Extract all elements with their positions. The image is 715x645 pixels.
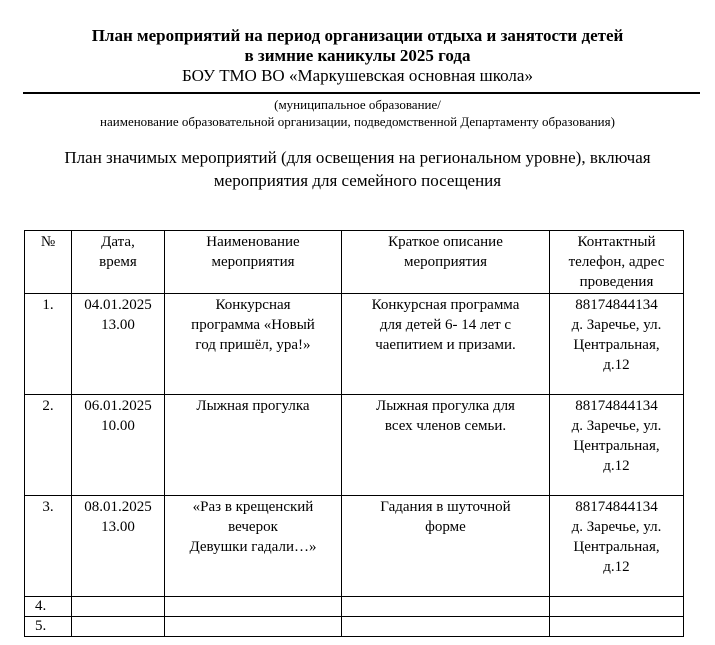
table-row bbox=[25, 597, 684, 617]
organization-name: БОУ ТМО ВО «Маркушевская основная школа» bbox=[182, 66, 533, 85]
subtitle bbox=[0, 146, 715, 192]
column-header-name: Наименование мероприятия bbox=[165, 231, 342, 294]
date-time-cell: 08.01.2025 13.00 bbox=[72, 496, 165, 597]
event-description-cell bbox=[342, 617, 550, 637]
event-description-cell bbox=[342, 597, 550, 617]
contact-cell bbox=[550, 617, 684, 637]
event-description-cell: Лыжная прогулка для всех членов семьи. bbox=[342, 395, 550, 496]
document-header bbox=[0, 26, 715, 86]
title-line-1: План мероприятий на период организации отдыха и занятости детей bbox=[91, 26, 624, 45]
caption bbox=[0, 96, 715, 130]
row-number: 4. bbox=[25, 597, 72, 617]
column-header-date: Дата, время bbox=[72, 231, 165, 294]
table-row bbox=[25, 496, 684, 597]
row-number: 2. bbox=[25, 395, 72, 496]
date-time-cell: 04.01.2025 13.00 bbox=[72, 294, 165, 395]
column-header-description: Краткое описание мероприятия bbox=[342, 231, 550, 294]
event-name-cell bbox=[165, 597, 342, 617]
date-time-cell bbox=[72, 597, 165, 617]
row-number: 3. bbox=[25, 496, 72, 597]
event-name-cell: Лыжная прогулка bbox=[165, 395, 342, 496]
row-number: 1. bbox=[25, 294, 72, 395]
subtitle-line-1: План значимых мероприятий (для освещения на региональном уровне), включая bbox=[64, 148, 651, 167]
contact-cell: 88174844134 д. Заречье, ул. Центральная, д.12 bbox=[550, 395, 684, 496]
events-table bbox=[24, 230, 684, 637]
date-time-cell bbox=[72, 617, 165, 637]
event-name-cell: «Раз в крещенский вечерок Девушки гадали…» bbox=[165, 496, 342, 597]
subtitle-line-2: мероприятия для семейного посещения bbox=[213, 171, 502, 190]
contact-cell: 88174844134 д. Заречье, ул. Центральная, д.12 bbox=[550, 496, 684, 597]
event-description-cell: Конкурсная программа для детей 6- 14 лет с чаепитием и призами. bbox=[342, 294, 550, 395]
row-number: 5. bbox=[25, 617, 72, 637]
event-name-cell bbox=[165, 617, 342, 637]
table-row bbox=[25, 617, 684, 637]
caption-line-1: (муниципальное образование/ bbox=[274, 97, 441, 112]
table-header-row bbox=[25, 231, 684, 294]
event-name-cell: Конкурсная программа «Новый год пришёл, ура!» bbox=[165, 294, 342, 395]
column-header-contact: Контактный телефон, адрес проведения bbox=[550, 231, 684, 294]
table-row bbox=[25, 294, 684, 395]
contact-cell bbox=[550, 597, 684, 617]
underline-rule bbox=[23, 92, 700, 94]
title-line-2: в зимние каникулы 2025 года bbox=[244, 46, 471, 65]
date-time-cell: 06.01.2025 10.00 bbox=[72, 395, 165, 496]
table-row bbox=[25, 395, 684, 496]
column-header-number: № bbox=[25, 231, 72, 294]
caption-line-2: наименование образовательной организации, подведомственной Департаменту образования) bbox=[100, 114, 615, 129]
contact-cell: 88174844134 д. Заречье, ул. Центральная, д.12 bbox=[550, 294, 684, 395]
event-description-cell: Гадания в шуточной форме bbox=[342, 496, 550, 597]
